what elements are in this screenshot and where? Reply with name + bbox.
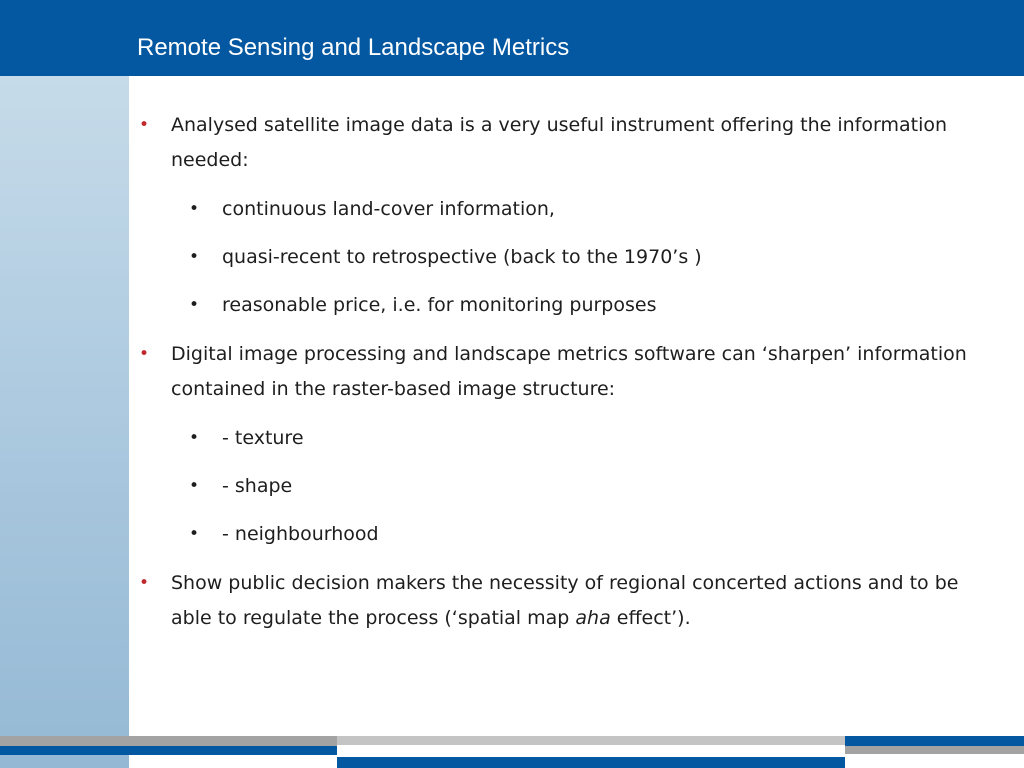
footer-stripes	[0, 736, 1024, 768]
bullet-text: Analysed satellite image data is a very useful instrument offering the information needed:	[171, 114, 948, 171]
sub-bullet-item	[137, 240, 997, 275]
bullet-text-emphasis: aha	[575, 607, 611, 629]
sub-bullet-dot-icon: •	[189, 476, 200, 496]
sub-bullet-dot-icon: •	[189, 199, 200, 219]
sub-bullet-text: quasi-recent to retrospective (back to the 1970’s )	[222, 246, 702, 268]
sub-bullet-text: - texture	[222, 427, 304, 449]
sub-bullet-item	[137, 517, 997, 552]
sub-bullet-text: continuous land-cover information,	[222, 198, 555, 220]
footer-stripe	[337, 757, 845, 768]
sub-bullet-dot-icon: •	[189, 524, 200, 544]
footer-stripe	[0, 746, 337, 755]
bullet-dot-icon: •	[139, 115, 150, 135]
sub-bullet-dot-icon: •	[189, 295, 200, 315]
bullet-dot-icon: •	[139, 573, 150, 593]
footer-stripe	[845, 746, 1024, 754]
sub-bullet-text: - shape	[222, 475, 293, 497]
sub-bullet-dot-icon: •	[189, 247, 200, 267]
left-decorative-band	[0, 76, 129, 768]
sub-bullet-item	[137, 192, 997, 227]
slide-title: Remote Sensing and Landscape Metrics	[137, 34, 570, 61]
sub-bullet-item	[137, 288, 997, 323]
footer-stripe	[0, 755, 129, 768]
bullet-item	[137, 337, 997, 407]
footer-stripe	[0, 736, 337, 746]
bullet-dot-icon: •	[139, 344, 150, 364]
sub-bullet-text: reasonable price, i.e. for monitoring purposes	[222, 294, 657, 316]
bullet-text: Digital image processing and landscape metrics software can ‘sharpen’ information contained in the raster-based image structure:	[171, 343, 967, 400]
bullet-text-start: Show public decision makers the necessity of regional concerted actions and to be able to regulate the process (‘spatial map	[171, 572, 959, 629]
sub-bullet-item	[137, 421, 997, 456]
bullet-item	[137, 566, 997, 636]
bullet-item	[137, 108, 997, 178]
sub-bullet-dot-icon: •	[189, 428, 200, 448]
sub-bullet-text: - neighbourhood	[222, 523, 379, 545]
footer-stripe	[337, 736, 845, 745]
footer-stripe	[845, 736, 1024, 746]
bullet-text-end: effect’).	[610, 607, 691, 629]
slide-content	[137, 108, 997, 636]
sub-bullet-item	[137, 469, 997, 504]
